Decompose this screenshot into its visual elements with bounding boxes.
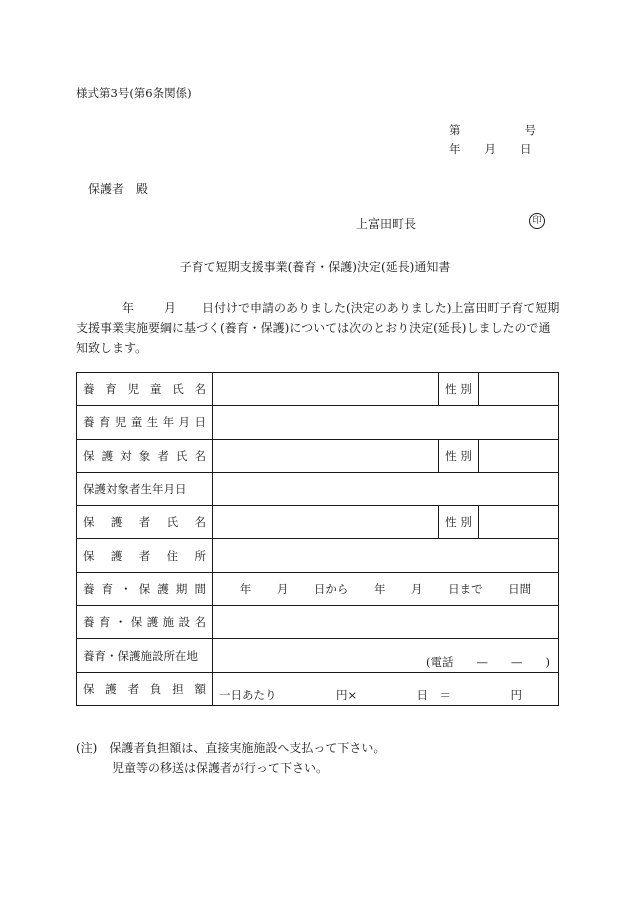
label-child-dob	[77, 406, 213, 439]
note-line-2: 児童等の移送は保護者が行って下さい。	[112, 761, 329, 775]
label-char: ・	[120, 581, 132, 596]
doc-no-prefix: 第	[449, 123, 461, 137]
body-line-3: 知致します。	[76, 341, 148, 355]
label-char: 住	[166, 548, 179, 563]
guardian-address-field[interactable]	[213, 539, 559, 572]
label-guardian-name	[77, 506, 213, 539]
date-year: 年	[449, 142, 461, 156]
guardian-name-field[interactable]	[213, 506, 439, 539]
label-char: 童	[149, 382, 162, 397]
table-row	[77, 672, 559, 705]
label-target-dob: 保護対象者生年月日	[77, 472, 213, 505]
label-sex: 性 別	[439, 373, 479, 406]
label-char: 保	[138, 581, 151, 596]
label-char: 者	[138, 548, 151, 563]
label-facility-address: 養育・保護施設所在地	[77, 639, 213, 672]
label-char: 養	[83, 615, 95, 630]
target-dob-field[interactable]	[213, 472, 559, 505]
period-field[interactable]	[213, 572, 559, 605]
child-dob-field[interactable]	[213, 406, 559, 439]
body-line-1-text: 日付けで申請のありました(決定のありました)上富田町子育て短期	[202, 301, 560, 315]
label-char: 者	[157, 448, 169, 463]
form-table	[76, 372, 559, 706]
label-char: 育	[105, 382, 117, 397]
label-target-name	[77, 439, 213, 472]
date-month: 月	[484, 142, 496, 156]
label-char: 育	[98, 615, 111, 630]
label-char: 日	[194, 415, 206, 430]
label-char: 月	[276, 581, 289, 596]
label-char: 保	[130, 615, 143, 630]
label-char: 育	[101, 581, 114, 596]
label-char: 護	[157, 581, 169, 596]
label-char: 保	[83, 448, 95, 463]
table-row	[77, 506, 559, 539]
label-char: 年	[373, 581, 386, 596]
label-char: 護	[146, 615, 159, 630]
label-char: 氏	[172, 382, 184, 397]
doc-no-suffix: 号	[524, 123, 536, 137]
label-char: 所	[194, 548, 206, 563]
table-row	[77, 439, 559, 472]
phone-field: (電話 — — )	[426, 654, 550, 669]
label-char: 象	[138, 448, 151, 463]
label-char: 養	[83, 415, 95, 430]
child-sex-field[interactable]	[479, 373, 559, 406]
table-row	[77, 639, 559, 672]
table-row	[77, 572, 559, 605]
facility-name-field[interactable]	[213, 606, 559, 639]
body-line-1	[76, 298, 560, 318]
label-char: 氏	[166, 515, 179, 530]
child-name-field[interactable]	[213, 373, 439, 406]
label-char: 円×	[335, 687, 358, 702]
label-char: 年	[239, 581, 252, 596]
label-char: 担	[172, 681, 184, 696]
label-char: 名	[194, 382, 206, 397]
label-char: 養	[83, 581, 95, 596]
label-char: 対	[120, 448, 132, 463]
seal-stamp: 印	[529, 213, 545, 229]
notes	[76, 738, 385, 778]
label-guardian-address	[77, 539, 213, 572]
label-char: 施	[162, 615, 175, 630]
label-char: 名	[194, 615, 206, 630]
label-char: 名	[194, 515, 206, 530]
label-char: 生	[146, 415, 159, 430]
document-title: 子育て短期支援事業(養育・保護)決定(延長)通知書	[179, 260, 451, 274]
label-char: 間	[194, 581, 206, 596]
body-year: 年	[122, 301, 135, 315]
target-sex-field[interactable]	[479, 439, 559, 472]
label-char: 護	[110, 548, 123, 563]
label-char: 期	[175, 581, 188, 596]
label-char: 護	[110, 515, 123, 530]
table-row	[77, 472, 559, 505]
table-row	[77, 539, 559, 572]
label-char: 円	[510, 687, 522, 702]
burden-field[interactable]	[213, 672, 559, 705]
label-sex: 性 別	[439, 506, 479, 539]
label-char: 児	[114, 415, 127, 430]
label-char: 年	[162, 415, 175, 430]
label-char: 日 ＝	[416, 687, 452, 702]
document-number	[449, 122, 536, 138]
label-char: 月	[178, 415, 191, 430]
label-char: 養	[83, 382, 95, 397]
label-char: 保	[83, 681, 95, 696]
label-char: 保	[83, 548, 95, 563]
label-char: 負	[149, 681, 162, 696]
label-char: 保	[83, 515, 95, 530]
label-char: 名	[194, 448, 206, 463]
label-char: 日間	[508, 581, 532, 596]
label-char: 氏	[175, 448, 188, 463]
label-burden	[77, 672, 213, 705]
facility-address-field[interactable]	[213, 639, 559, 672]
addressee: 保護者 殿	[88, 182, 149, 196]
label-char: 護	[105, 681, 117, 696]
label-char: 日から	[313, 581, 349, 596]
table-row	[77, 606, 559, 639]
form-number: 様式第3号(第6条関係)	[76, 86, 192, 100]
label-facility-name	[77, 606, 213, 639]
note-line-1: (注) 保護者負担額は、直接実施施設へ支払って下さい。	[76, 741, 386, 755]
label-char: ・	[114, 615, 127, 630]
label-char: 者	[138, 515, 151, 530]
label-char: 一日あたり	[219, 687, 277, 702]
label-char: 児	[127, 382, 140, 397]
body-month: 月	[164, 301, 177, 315]
issue-date	[449, 141, 532, 157]
label-char: 者	[127, 681, 140, 696]
table-row	[77, 373, 559, 406]
label-char: 額	[194, 681, 206, 696]
body-line-2: 支援事業実施要綱に基づく(養育・保護)については次のとおり決定(延長)しましたので通	[76, 321, 551, 335]
label-child-name	[77, 373, 213, 406]
label-char: 童	[130, 415, 143, 430]
table-row	[77, 406, 559, 439]
date-day: 日	[520, 142, 532, 156]
label-char: 育	[98, 415, 111, 430]
label-char: 護	[101, 448, 114, 463]
label-char: 日まで	[448, 581, 483, 596]
guardian-sex-field[interactable]	[479, 506, 559, 539]
body-text	[76, 298, 560, 358]
label-sex: 性 別	[439, 439, 479, 472]
label-period	[77, 572, 213, 605]
label-char: 設	[178, 615, 191, 630]
target-name-field[interactable]	[213, 439, 439, 472]
label-char: 月	[411, 581, 423, 596]
issuer: 上富田町長	[356, 217, 417, 231]
